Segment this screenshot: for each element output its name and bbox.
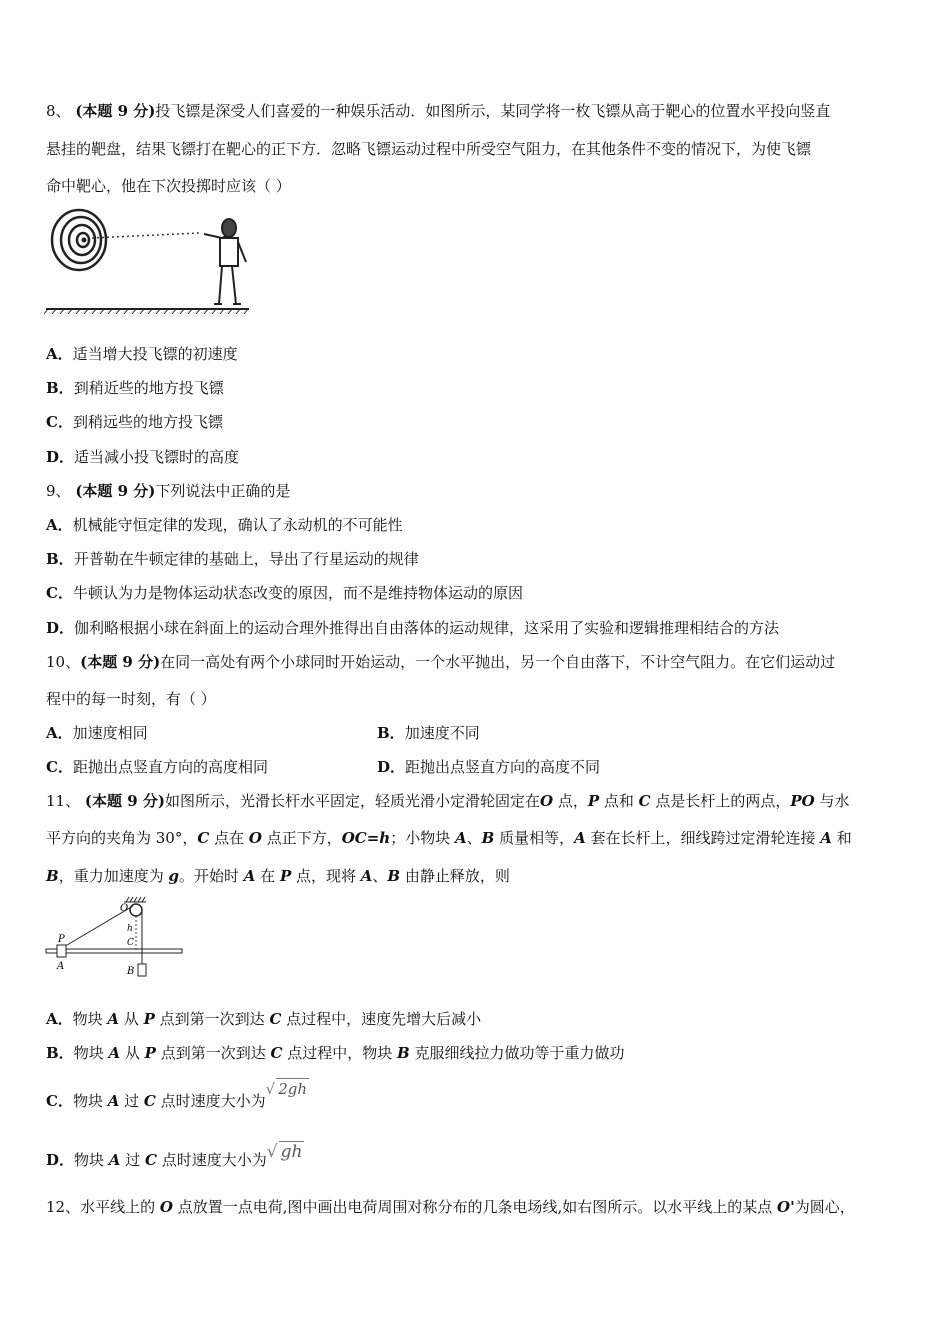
question-score-tag: (本题 9 分) [75, 102, 156, 120]
q8-line3: 命中靶心，他在下次投掷时应该（ ） [46, 177, 291, 195]
q8-option-b: B．到稍近些的地方投飞镖 [46, 379, 224, 397]
q9-stem: 9、 (本题 9 分)下列说法中正确的是 [46, 482, 291, 500]
q8-line1: 8、 (本题 9 分)投飞镖是深受人们喜爱的一种娱乐活动．如图所示，某同学将一枚飞镖从高于靶心的位置水平投向竖直 [46, 102, 831, 120]
label-p: P [58, 934, 65, 945]
q8-option-c: C．到稍远些的地方投飞镖 [46, 413, 223, 431]
dartboard [52, 210, 106, 270]
q11-option-b: B．物块 A 从 P 点到第一次到达 C 点过程中，物块 B 克服细线拉力做功等于重力做功 [46, 1044, 625, 1062]
q8-line2: 悬挂的靶盘，结果飞镖打在靶心的正下方．忽略飞镖运动过程中所受空气阻力，在其他条件不变的情况下，为使飞镖 [46, 140, 812, 158]
q9-option-b: B．开普勒在牛顿定律的基础上，导出了行星运动的规律 [46, 550, 419, 568]
q11-line1: 11、 (本题 9 分)如图所示，光滑长杆水平固定，轻质光滑小定滑轮固定在O 点，P 点和 C 点是长杆上的两点，PO 与水 [46, 792, 850, 810]
sqrt-2gh-formula: √ 2gh [265, 1080, 308, 1098]
q9-option-a: A．机械能守恒定律的发现，确认了永动机的不可能性 [46, 516, 403, 534]
label-b: B [127, 966, 135, 977]
q8-option-a: A．适当增大投飞镖的初速度 [46, 345, 238, 363]
label-h: h [127, 924, 133, 934]
dart-trajectory [92, 233, 199, 238]
label-a: A [57, 961, 65, 972]
label-o: O [120, 903, 129, 914]
ceiling-hatch [124, 897, 146, 902]
q10-line2: 程中的每一时刻，有（ ） [46, 690, 216, 708]
pulley-wheel [130, 904, 142, 916]
block-b [138, 964, 146, 976]
q10-option-b: B．加速度不同 [377, 724, 480, 742]
q9-option-c: C．牛顿认为力是物体运动状态改变的原因，而不是维持物体运动的原因 [46, 584, 523, 602]
q11-line3: B，重力加速度为 g。开始时 A 在 P 点，现将 A、B 由静止释放，则 [46, 867, 510, 885]
q11-option-a: A．物块 A 从 P 点到第一次到达 C 点过程中，速度先增大后减小 [46, 1010, 482, 1028]
pulley-figure [44, 896, 189, 982]
q11-line2: 平方向的夹角为 30°，C 点在 O 点正下方，OC=h；小物块 A、B 质量相等，A 套在长杆上，细线跨过定滑轮连接 A 和 [46, 829, 852, 847]
q12-line1: 12、水平线上的 O 点放置一点电荷,图中画出电荷周围对称分布的几条电场线,如右图所示。以水平线上的某点 O'为圆心， [46, 1198, 855, 1216]
q11-option-c: C．物块 A 过 C 点时速度大小为√ 2gh [46, 1080, 308, 1110]
q10-line1: 10、(本题 9 分)在同一高处有两个小球同时开始运动，一个水平抛出，另一个自由落下，不计空气阻力。在它们运动过 [46, 653, 836, 671]
dart-target-figure [44, 206, 254, 318]
q10-option-c: C．距抛出点竖直方向的高度相同 [46, 758, 268, 776]
sqrt-gh-formula: √ gh [266, 1142, 303, 1162]
q8-option-d: D．适当减小投飞镖时的高度 [46, 448, 240, 466]
thrower [204, 219, 246, 304]
question-number: 8、 [46, 102, 71, 120]
q11-option-d: D．物块 A 过 C 点时速度大小为√ gh [46, 1142, 303, 1169]
block-a [57, 945, 66, 957]
label-c: C [127, 938, 134, 948]
q10-option-a: A．加速度相同 [46, 724, 148, 742]
q9-option-d: D．伽利略根据小球在斜面上的运动合理外推得出自由落体的运动规律，这采用了实验和逻辑推理相结合的方法 [46, 619, 780, 637]
q10-option-d: D．距抛出点竖直方向的高度不同 [377, 758, 601, 776]
